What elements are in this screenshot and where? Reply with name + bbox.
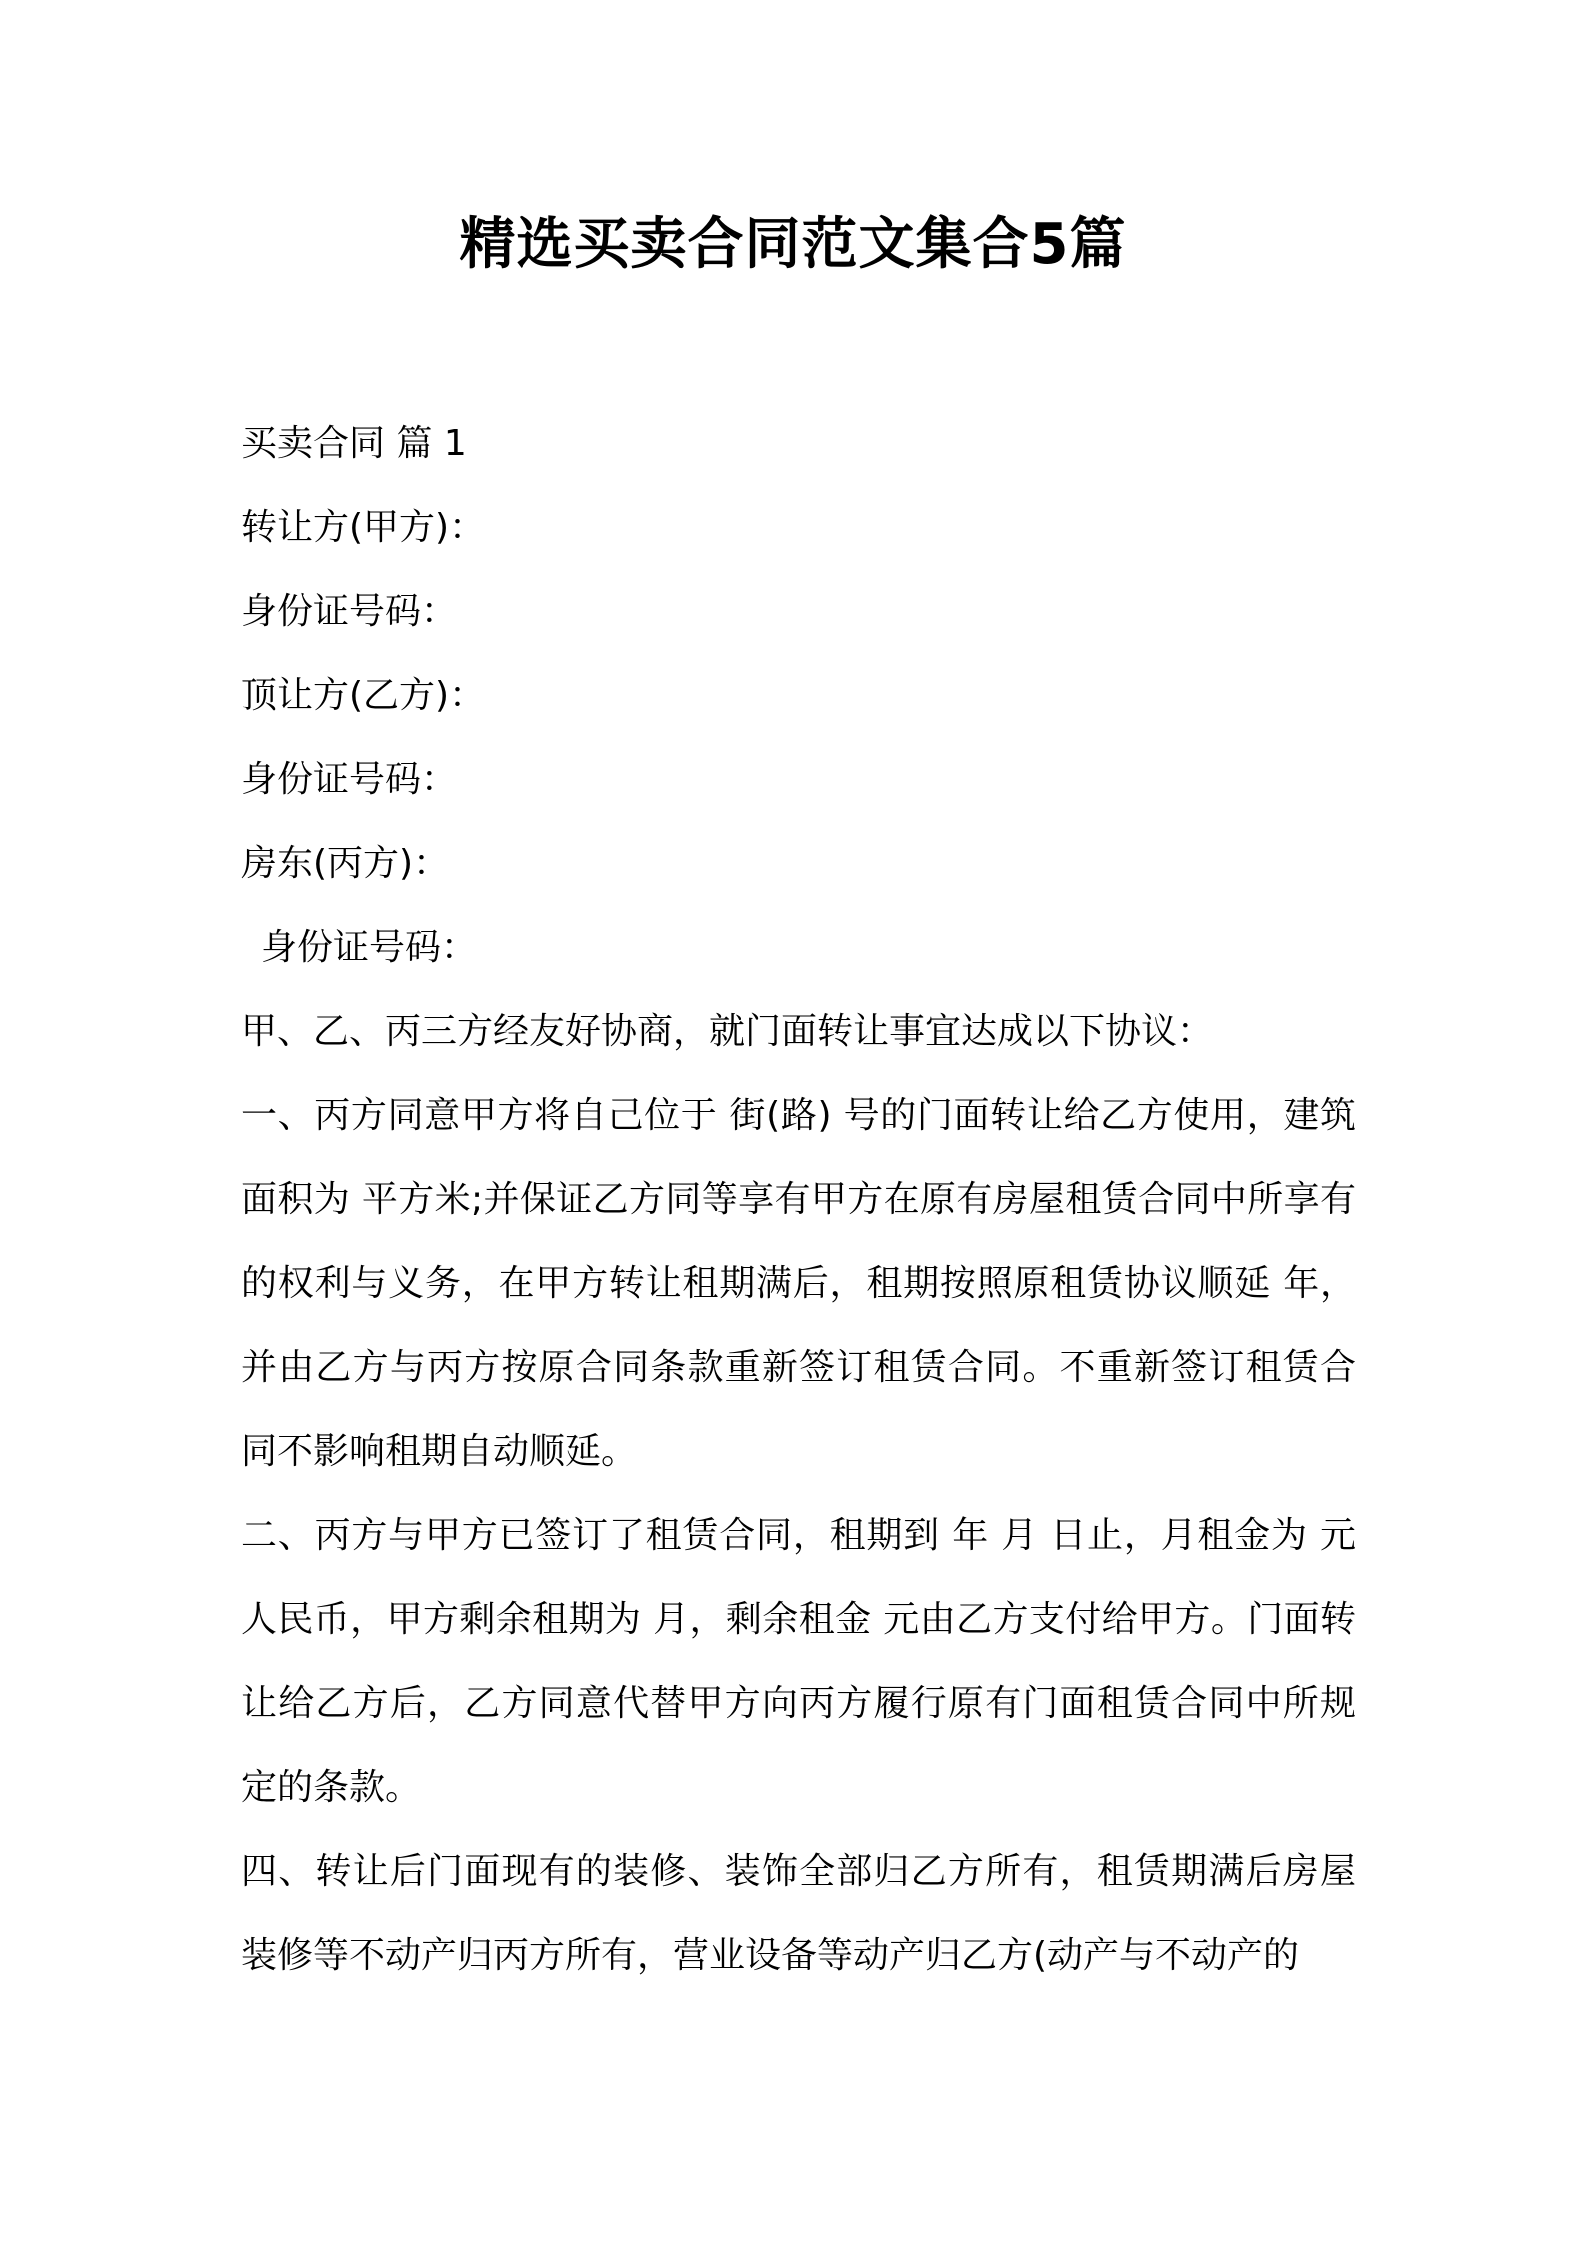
party-a-id-line: 身份证号码：: [241, 591, 458, 632]
clause-paragraph: 四、转让后门面现有的装修、装饰全部归乙方所有，租赁期满后房屋装修等不动产归丙方所有，营业设备等动产归乙方(动产与不动产的: [241, 1851, 1356, 1976]
clause-paragraph: 一、丙方同意甲方将自己位于 街(路) 号的门面转让给乙方使用，建筑面积为 平方米;并保证乙方同等享有甲方在原有房屋租赁合同中所享有的权利与义务，在甲方转让租期满后，租期按照原租赁协议顺延 年，并由乙方与丙方按原合同条款重新签订租赁合同。不重新签订租赁合同不影响租期自动顺延。: [241, 1095, 1356, 1472]
party-c-id-line: 身份证号码：: [261, 927, 478, 968]
clause-paragraph: 二、丙方与甲方已签订了租赁合同，租期到 年 月 日止，月租金为 元人民币，甲方剩余租期为 月，剩余租金 元由乙方支付给甲方。门面转让给乙方后，乙方同意代替甲方向丙方履行原有门面租赁合同中所规定的条款。: [241, 1515, 1356, 1808]
party-b-line: 顶让方(乙方)：: [241, 675, 486, 716]
section-heading: 买卖合同 篇 1: [241, 423, 467, 464]
agreement-intro: 甲、乙、丙三方经友好协商，就门面转让事宜达成以下协议：: [241, 1011, 1214, 1052]
party-c-line: 房东(丙方)：: [241, 843, 450, 884]
party-a-line: 转让方(甲方)：: [241, 507, 486, 548]
party-b-id-line: 身份证号码：: [241, 759, 458, 800]
document-title: 精选买卖合同范文集合5篇: [459, 212, 1127, 277]
document-body: [241, 402, 1356, 1998]
